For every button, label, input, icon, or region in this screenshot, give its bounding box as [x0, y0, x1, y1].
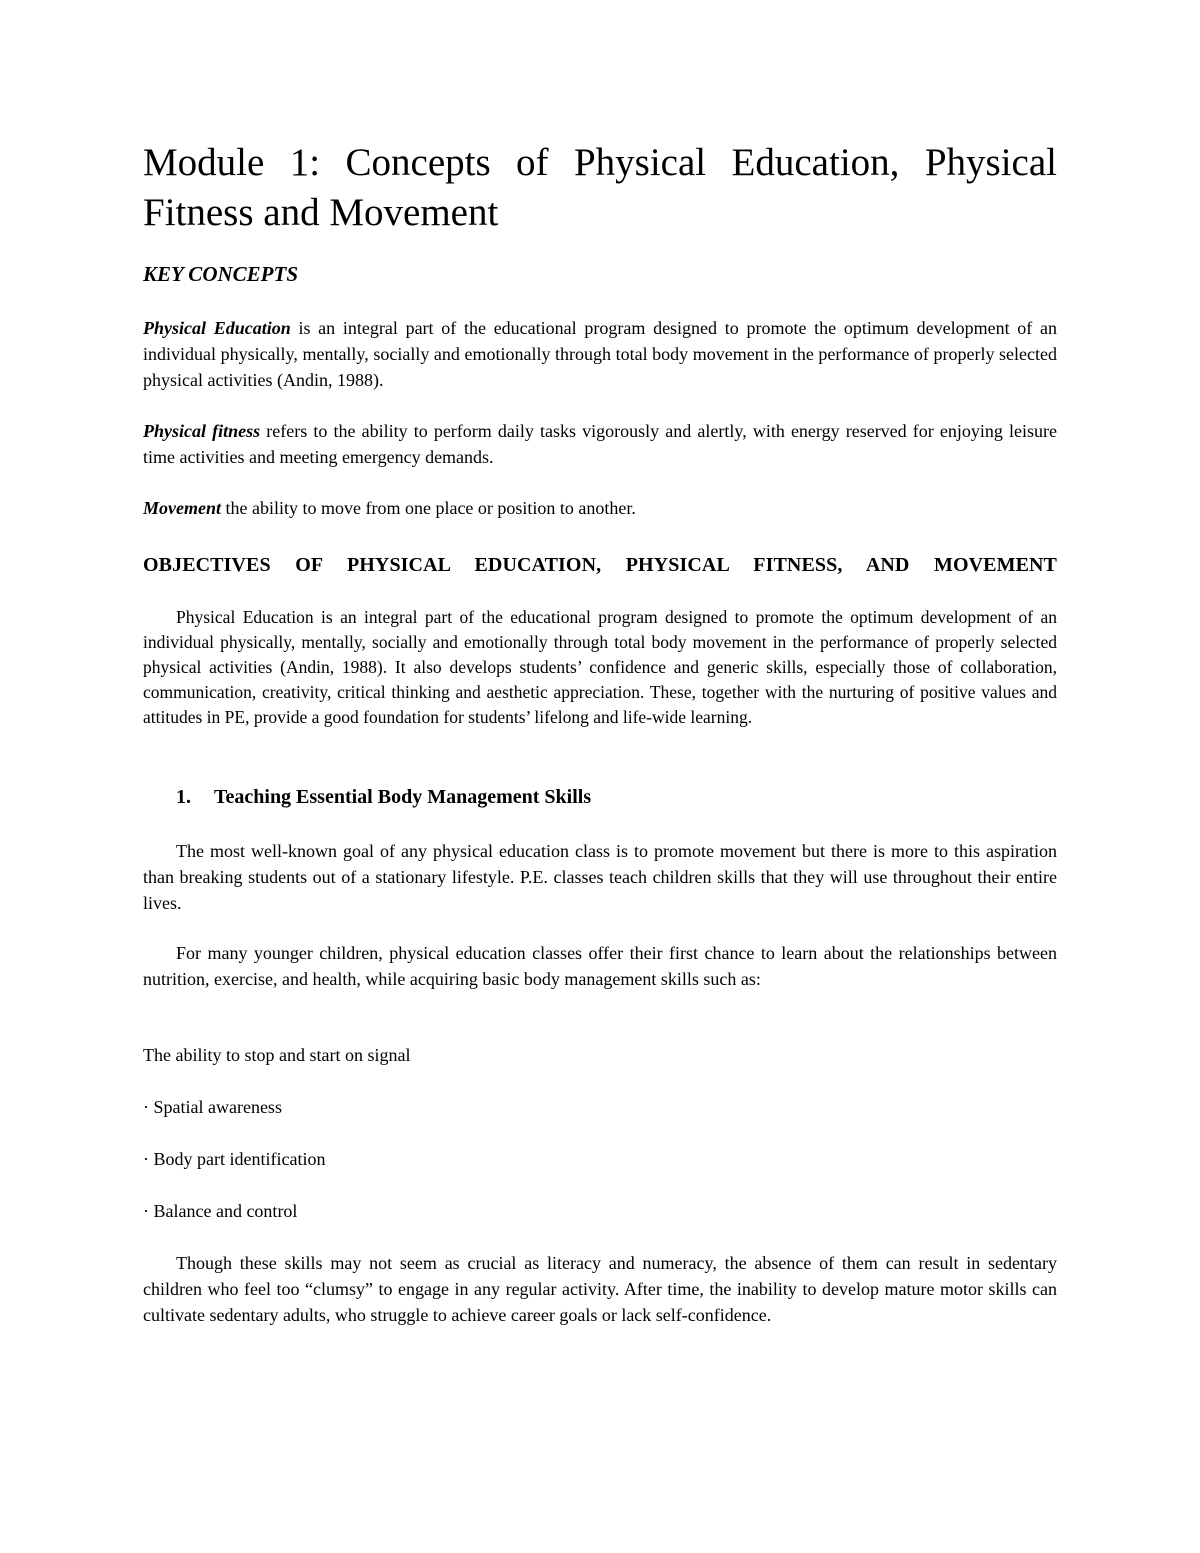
section-number: 1.: [176, 786, 191, 808]
definition-text: the ability to move from one place or position to another.: [221, 498, 636, 518]
list-item: · Body part identification: [143, 1149, 326, 1169]
title-line-1: Module 1: Concepts of Physical Education, Physical: [143, 141, 1057, 184]
title-line-2: Fitness and Movement: [143, 191, 499, 234]
definition-term: Movement: [143, 498, 221, 518]
definition-text: is an integral part of the educational program designed to promote the optimum development of an individual physically, mentally, socially and emotionally through total body movement in the performance of properly selected physical activities (Andin, 1988).: [143, 318, 1058, 390]
section-1-paragraph-2: For many younger children, physical education classes offer their first chance to learn about the relationships between nutrition, exercise, and health, while acquiring basic body management skills such as:: [143, 943, 1057, 989]
definition-physical-education: [143, 315, 1057, 393]
list-item: · Spatial awareness: [143, 1097, 282, 1117]
document-title: [143, 138, 1057, 238]
definition-physical-fitness: [143, 418, 1057, 470]
definition-term: Physical Education: [143, 318, 291, 338]
section-title: Teaching Essential Body Management Skills: [214, 786, 592, 808]
key-concepts-heading: KEY CONCEPTS: [143, 262, 298, 286]
objectives-heading: OBJECTIVES OF PHYSICAL EDUCATION, PHYSICAL FITNESS, AND MOVEMENT: [143, 554, 1057, 576]
objectives-paragraph: Physical Education is an integral part of the educational program designed to promote the optimum development of an individual physically, mentally, socially and emotionally through total body movement in the performance of properly selected physical activities (Andin, 1988). It also develops students’ confidence and generic skills, especially those of collaboration, communication, creativity, critical thinking and aesthetic appreciation. These, together with the nurturing of positive values and attitudes in PE, provide a good foundation for students’ lifelong and life-wide learning.: [143, 607, 1057, 727]
definition-term: Physical fitness: [143, 421, 261, 441]
list-intro: The ability to stop and start on signal: [143, 1045, 411, 1065]
document-page: [143, 138, 1058, 1325]
section-1-paragraph-1: The most well-known goal of any physical education class is to promote movement but there is more to this aspiration than breaking students out of a stationary lifestyle. P.E. classes teach children skills that they will use throughout their entire lives.: [143, 841, 1057, 913]
definition-text: refers to the ability to perform daily tasks vigorously and alertly, with energy reserved for enjoying leisure time activities and meeting emergency demands.: [143, 421, 1058, 467]
section-1-heading: [176, 786, 591, 809]
list-item: · Balance and control: [143, 1201, 298, 1221]
definition-movement: [143, 495, 1057, 521]
section-1-paragraph-3: Though these skills may not seem as crucial as literacy and numeracy, the absence of them can result in sedentary children who feel too “clumsy” to engage in any regular activity. After time, the inability to develop mature motor skills can cultivate sedentary adults, who struggle to achieve career goals or lack self-confidence.: [143, 1253, 1057, 1325]
